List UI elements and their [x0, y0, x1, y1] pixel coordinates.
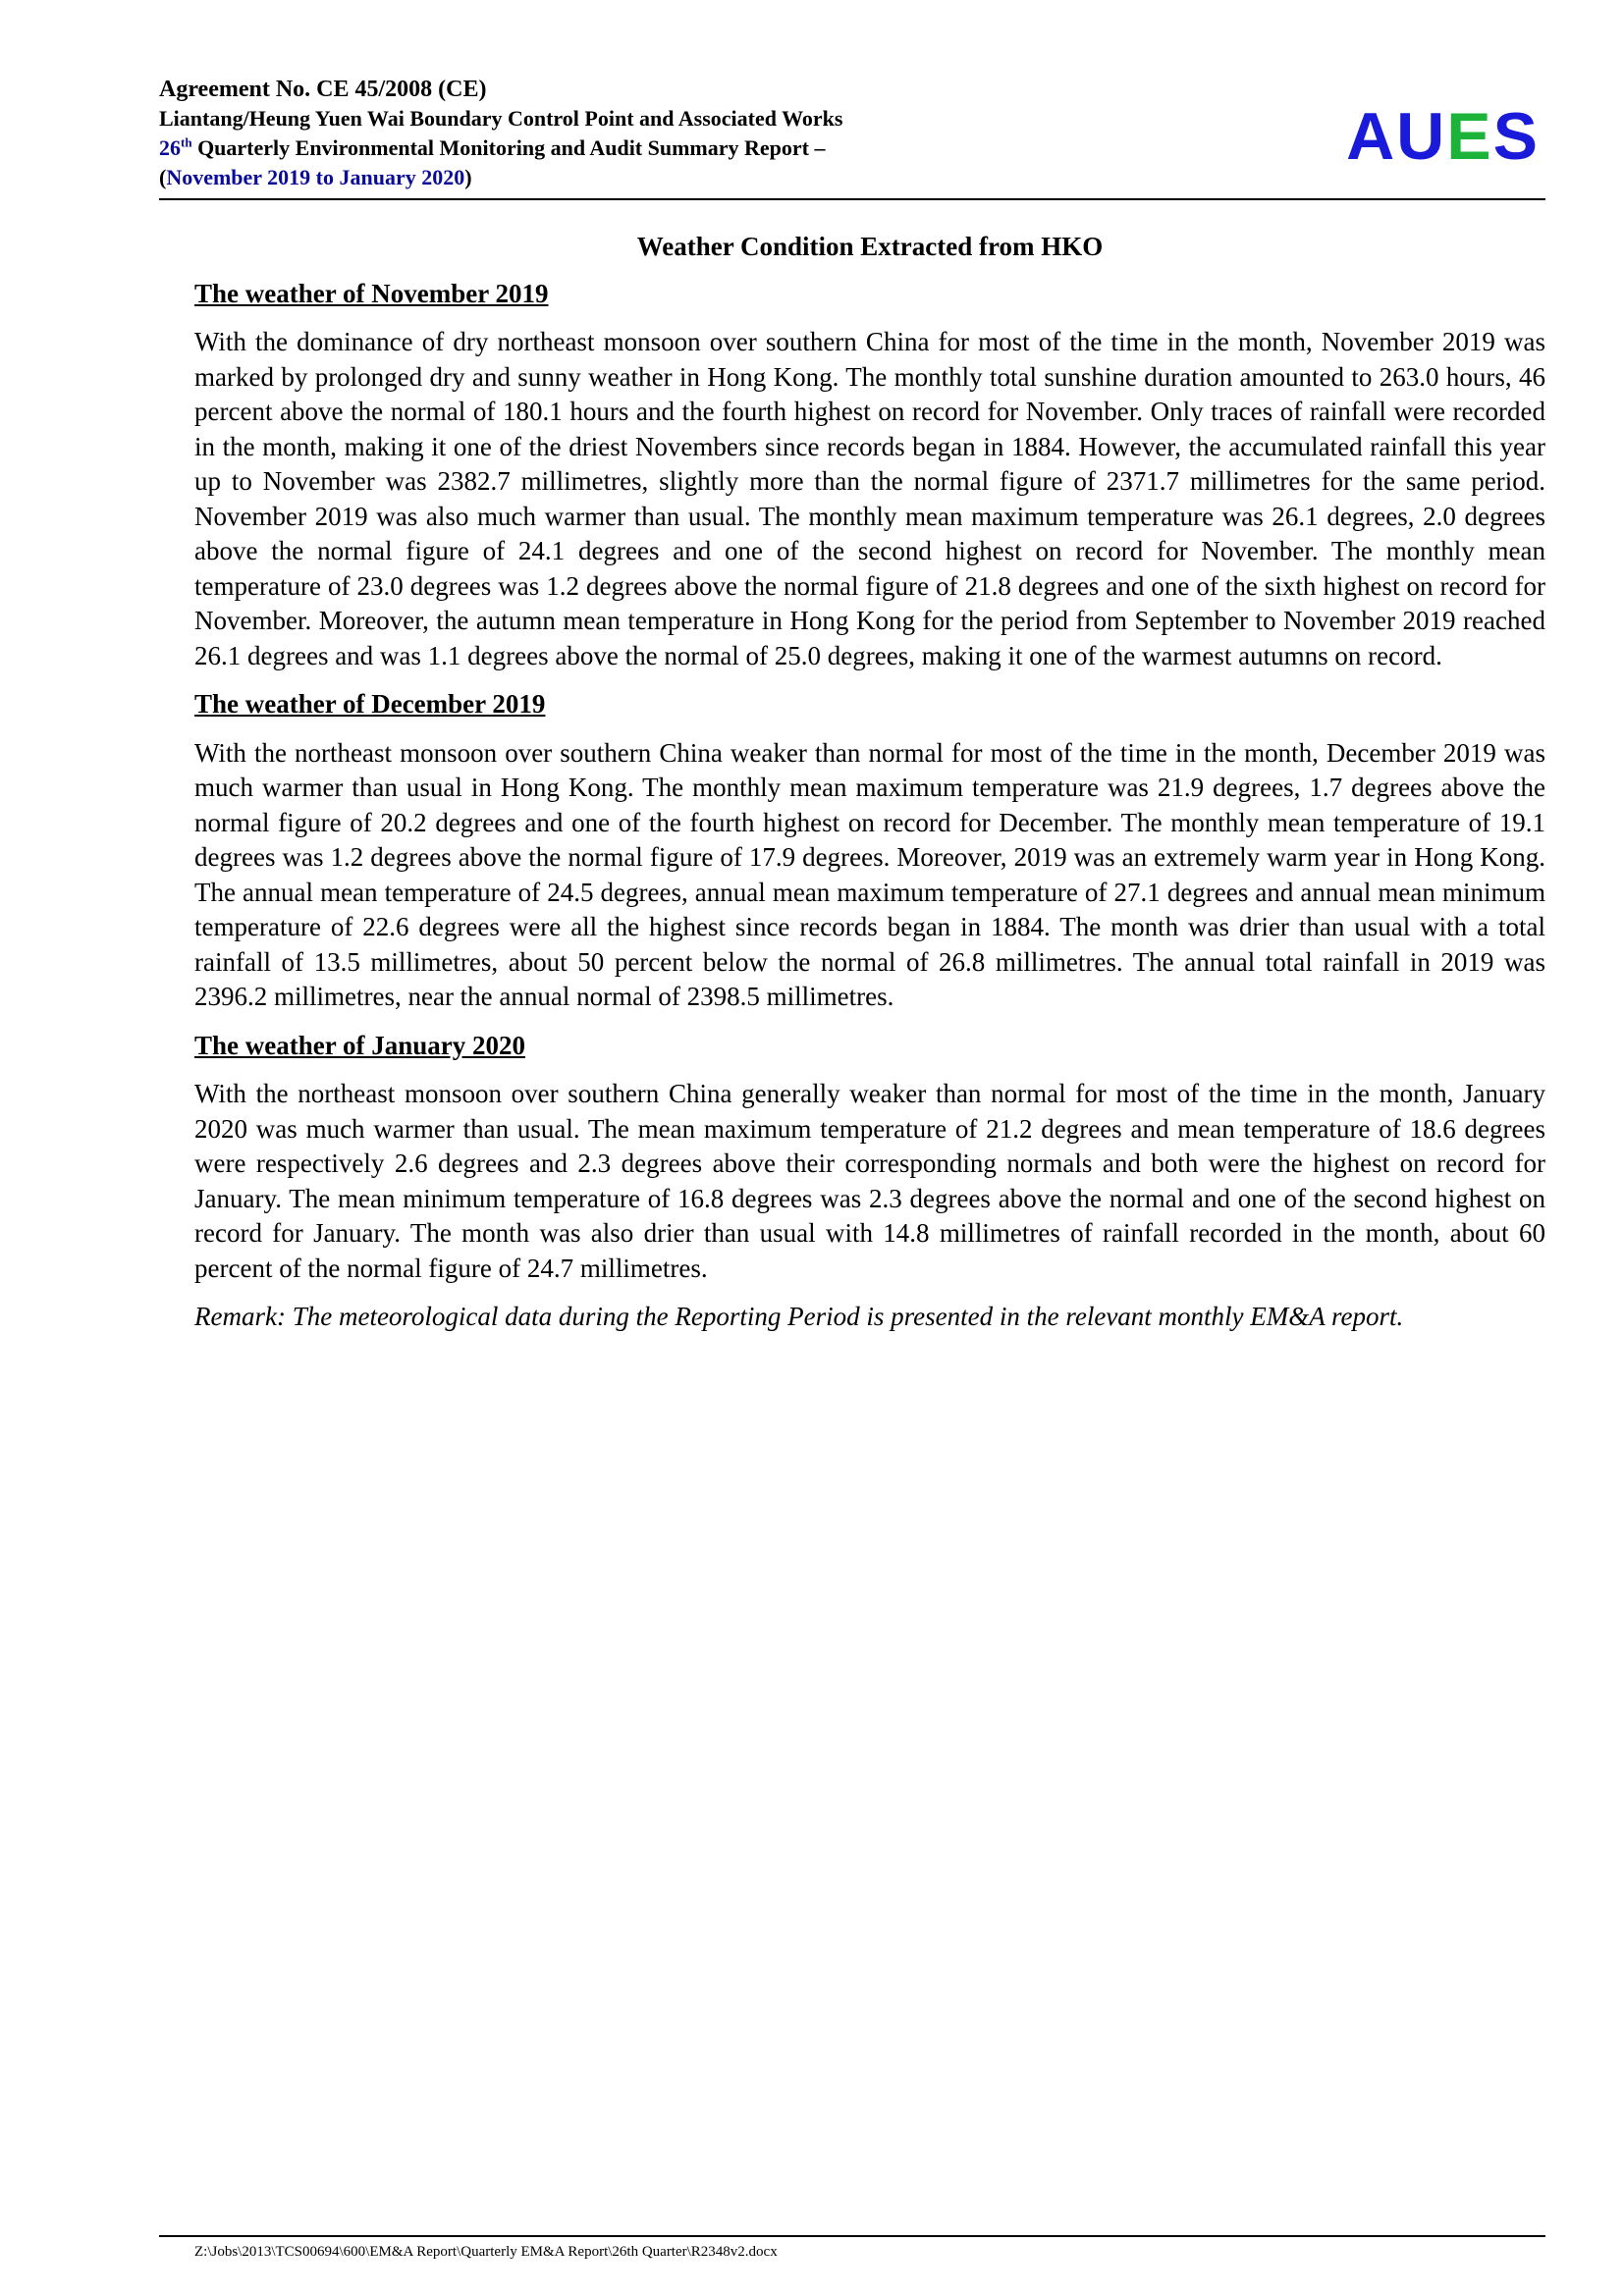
aues-logo	[1346, 99, 1540, 174]
section-heading-january: The weather of January 2020	[194, 1030, 525, 1060]
project-name: Liantang/Heung Yuen Wai Boundary Control Point and Associated Works	[159, 106, 843, 131]
logo-part-e: E	[1446, 99, 1493, 174]
report-title	[159, 133, 842, 163]
footer-file-path: Z:\Jobs\2013\TCS00694\600\EM&A Report\Quarterly EM&A Report\26th Quarter\R2348v2.docx	[194, 2244, 778, 2260]
agreement-number: Agreement No. CE 45/2008 (CE)	[159, 77, 487, 102]
report-period-open: (	[159, 165, 167, 189]
section-body-january: With the northeast monsoon over southern China generally weaker than normal for most of the time in the month, January 2020 was much warmer than usual. The mean maximum temperature of 21.2 degrees and mean temperature of 18.6 degrees were respectively 2.6 degrees and 2.3 degrees above their corresponding normals and both were the highest on record for January. The mean minimum temperature of 16.8 degrees was 2.3 degrees above the normal and one of the second highest on record for January. The month was also drier than usual with 14.8 millimetres of rainfall recorded in the month, about 60 percent of the normal figure of 24.7 millimetres.	[194, 1079, 1545, 1283]
report-number-suffix: th	[181, 134, 192, 150]
header-divider	[159, 198, 1545, 200]
page-header	[159, 75, 1545, 198]
report-title-text: Quarterly Environmental Monitoring and Audit Summary Report –	[191, 135, 826, 160]
header-text-block	[159, 75, 842, 192]
remark-note: Remark: The meteorological data during the Reporting Period is presented in the relevant monthly EM&A report.	[194, 1302, 1404, 1331]
document-body	[194, 230, 1545, 1335]
section-heading-december: The weather of December 2019	[194, 689, 546, 719]
logo-part-au: AU	[1346, 99, 1447, 174]
document-title: Weather Condition Extracted from HKO	[636, 232, 1104, 261]
report-number: 26	[159, 135, 181, 160]
report-period	[159, 163, 842, 192]
section-body-november: With the dominance of dry northeast monsoon over southern China for most of the time in the month, November 2019 was marked by prolonged dry and sunny weather in Hong Kong. The monthly total sunshine duration amounted to 263.0 hours, 46 percent above the normal of 180.1 hours and the fourth highest on record for November. Only traces of rainfall were recorded in the month, making it one of the driest Novembers since records began in 1884. However, the accumulated rainfall this year up to November was 2382.7 millimetres, slightly more than the normal figure of 2371.7 millimetres for the same period. November 2019 was also much warmer than usual. The monthly mean maximum temperature was 26.1 degrees, 2.0 degrees above the normal figure of 24.1 degrees and one of the second highest on record for November. The monthly mean temperature of 23.0 degrees was 1.2 degrees above the normal figure of 21.8 degrees and one of the sixth highest on record for November. Moreover, the autumn mean temperature in Hong Kong for the period from September to November 2019 reached 26.1 degrees and was 1.1 degrees above the normal of 25.0 degrees, making it one of the warmest autumns on record.	[194, 327, 1545, 670]
footer-divider	[159, 2235, 1545, 2237]
report-period-close: )	[464, 165, 472, 189]
section-heading-november: The weather of November 2019	[194, 278, 549, 308]
section-body-december: With the northeast monsoon over southern China weaker than normal for most of the time in the month, December 2019 was much warmer than usual in Hong Kong. The monthly mean maximum temperature was 21.9 degrees, 1.7 degrees above the normal figure of 20.2 degrees and one of the fourth highest on record for December. The monthly mean temperature of 19.1 degrees was 1.2 degrees above the normal figure of 17.9 degrees. Moreover, 2019 was an extremely warm year in Hong Kong. The annual mean temperature of 24.5 degrees, annual mean maximum temperature of 27.1 degrees and annual mean minimum temperature of 22.6 degrees were all the highest since records began in 1884. The month was drier than usual with a total rainfall of 13.5 millimetres, about 50 percent below the normal of 26.8 millimetres. The annual total rainfall in 2019 was 2396.2 millimetres, near the annual normal of 2398.5 millimetres.	[194, 737, 1545, 1011]
logo-part-s: S	[1492, 99, 1540, 174]
report-period-text: November 2019 to January 2020	[166, 165, 465, 189]
